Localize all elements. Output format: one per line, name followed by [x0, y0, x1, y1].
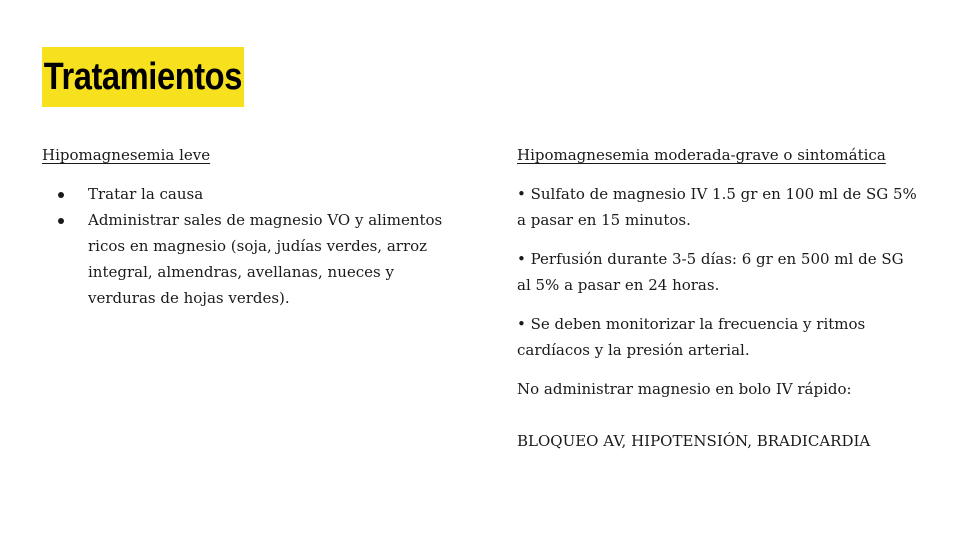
treatment-paragraph: • Perfusión durante 3-5 días: 6 gr en 500 ml de SG al 5% a pasar en 24 horas. — [517, 250, 904, 294]
bullet-icon — [58, 218, 64, 224]
left-bullet-list — [42, 181, 462, 311]
right-column — [517, 142, 917, 467]
treatment-paragraph: • Se deben monitorizar la frecuencia y ritmos cardíacos y la presión arterial. — [517, 315, 866, 359]
list-item-text: Administrar sales de magnesio VO y alimentos ricos en magnesio (soja, judías verdes, arroz integral, almendras, avellanas, nueces y verduras de hojas verdes). — [88, 211, 443, 307]
list-item — [42, 181, 462, 207]
right-heading: Hipomagnesemia moderada-grave o sintomática — [517, 146, 886, 164]
list-item-text: Tratar la causa — [88, 185, 204, 203]
warning-paragraph: No administrar magnesio en bolo IV rápido: — [517, 380, 852, 398]
left-column — [42, 142, 462, 311]
list-item — [42, 207, 462, 311]
treatment-paragraph: • Sulfato de magnesio IV 1.5 gr en 100 ml de SG 5% a pasar en 15 minutos. — [517, 185, 917, 229]
bullet-icon — [58, 192, 64, 198]
left-heading: Hipomagnesemia leve — [42, 146, 211, 164]
slide-title: Tratamientos — [42, 47, 244, 107]
warning-list: BLOQUEO AV, HIPOTENSIÓN, BRADICARDIA — [517, 432, 871, 450]
